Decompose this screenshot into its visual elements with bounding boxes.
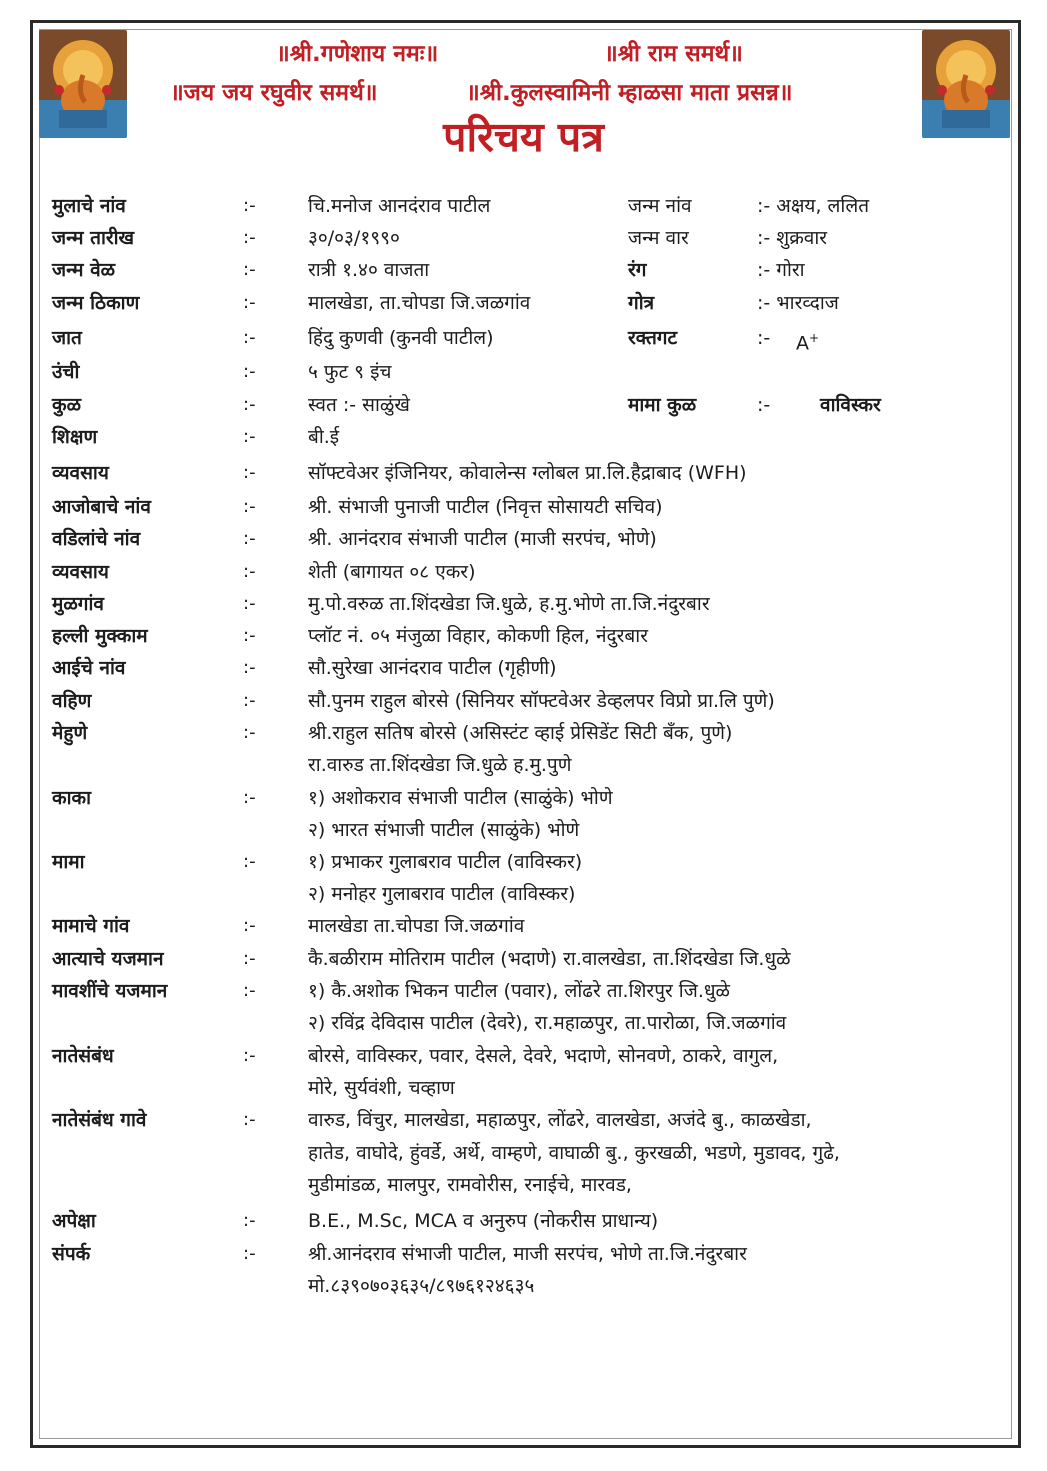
caste-label: जात [52,327,82,349]
birth-name-label: जन्म नांव [628,195,692,217]
occupation-value: सॉफ्टवेअर इंजिनियर, कोवालेन्स ग्लोबल प्रा.लि.हैद्राबाद (WFH) [308,462,747,484]
paternal-aunt-husband-value: कै.बळीराम मोतिराम पाटील (भदाणे) रा.वालखेडा, ता.शिंदखेडा जि.धुळे [308,948,791,970]
separator: :- [243,394,256,415]
separator: :- [243,462,256,483]
brother-in-law-label: मेहुणे [52,722,88,744]
separator: :- [243,1109,256,1130]
separator: :- [243,561,256,582]
separator: :- [243,227,256,248]
separator: :- [243,259,256,280]
blessing-ganesha: ॥श्री.गणेशाय नमः॥ [276,41,439,67]
relative-villages-line-3: मुडीमांडळ, मालपुर, रामवोरीस, रनाईचे, मारवड, [308,1174,632,1196]
contact-name: श्री.आनंदराव संभाजी पाटील, माजी सरपंच, भोणे ता.जि.नंदुरबार [308,1243,747,1265]
maternal-village-label: मामाचे गांव [52,915,130,937]
separator: :- [243,948,256,969]
birth-name-value: :- अक्षय, ललित [757,195,870,217]
paternal-aunt-husband-label: आत्याचे यजमान [52,948,164,970]
separator: :- [243,496,256,517]
birth-day-label: जन्म वार [628,227,689,249]
occupation-label: व्यवसाय [52,462,109,484]
height-label: उंची [52,361,80,383]
expectation-label: अपेक्षा [52,1210,96,1232]
native-place-label: मुळगांव [52,593,104,615]
blessing-raghuveer: ॥जय जय रघुवीर समर्थ॥ [170,80,378,106]
contact-phone: मो.८३९०७०३६३५/८९७६१२४६३५ [308,1275,535,1297]
grandfather-value: श्री. संभाजी पुनाजी पाटील (निवृत्त सोसायटी सचिव) [308,496,663,518]
separator: :- [243,593,256,614]
blessing-ram: ॥श्री राम समर्थ॥ [604,41,743,67]
expectation-value: B.E., M.Sc, MCA व अनुरुप (नोकरीस प्राधान्य) [308,1210,659,1232]
maternal-aunt-husbands-label: मावशींचे यजमान [52,980,168,1002]
kul-label: कुळ [52,394,82,416]
gotra-label: गोत्र [628,292,655,314]
maternal-uncle-1: १) प्रभाकर गुलाबराव पाटील (वाविस्कर) [308,851,583,873]
separator: :- [243,1243,256,1264]
education-value: बी.ई [308,426,340,448]
separator: :- [243,625,256,646]
blood-group-value [796,325,820,355]
separator: :- [243,787,256,808]
separator: :- [243,1210,256,1231]
uncle-1: १) अशोकराव संभाजी पाटील (साळुंके) भोणे [308,787,613,809]
mother-value: सौ.सुरेखा आनंदराव पाटील (गृहीणी) [308,657,557,679]
separator: :- [243,327,256,348]
birth-place-label: जन्म ठिकाण [52,292,140,314]
maternal-aunt-husband-2: २) रविंद्र देविदास पाटील (देवरे), रा.महाळपुर, ता.पारोळा, जि.जळगांव [308,1012,787,1034]
relative-villages-line-1: वारुड, विंचुर, मालखेडा, महाळपुर, लोंढरे, वालखेडा, अजंदे बु., काळखेडा, [308,1109,812,1131]
blood-group-separator: :- [757,327,771,349]
uncles-label: काका [52,787,92,809]
grandfather-label: आजोबाचे नांव [52,496,151,518]
education-label: शिक्षण [52,426,98,448]
birth-time-label: जन्म वेळ [52,259,116,281]
current-residence-label: हल्ली मुक्काम [52,625,148,647]
separator: :- [243,1045,256,1066]
mother-label: आईचे नांव [52,657,126,679]
blessing-kulswamini: ॥श्री.कुलस्वामिनी म्हाळसा माता प्रसन्न॥ [466,80,793,106]
relative-villages-line-2: हातेड, वाघोदे, हुंवर्डे, अर्थे, वाम्हणे, वाघाळी बु., कुरखळी, भडणे, मुडावद, गुढे, [308,1142,840,1164]
sister-label: वहिण [52,690,92,712]
father-label: वडिलांचे नांव [52,528,141,550]
separator: :- [243,690,256,711]
kul-value: स्वत :- साळुंखे [308,394,410,416]
separator: :- [243,915,256,936]
caste-value: हिंदु कुणवी (कुनवी पाटील) [308,327,494,349]
separator: :- [243,292,256,313]
mama-kul-separator: :- [757,394,771,416]
separator: :- [243,195,256,216]
separator: :- [243,426,256,447]
native-place-value: मु.पो.वरुळ ता.शिंदखेडा जि.धुळे, ह.मु.भोणे ता.जि.नंदुरबार [308,593,710,615]
separator: :- [243,722,256,743]
name-value: चि.मनोज आनदंराव पाटील [308,195,491,217]
blood-group-letter: A [796,332,809,355]
maternal-uncle-2: २) मनोहर गुलाबराव पाटील (वाविस्कर) [308,883,576,905]
contact-label: संपर्क [52,1243,91,1265]
relatives-label: नातेसंबंध [52,1045,114,1067]
mama-kul-value: वाविस्कर [820,394,881,416]
relative-villages-label: नातेसंबंध गावे [52,1109,147,1131]
maternal-aunt-husband-1: १) कै.अशोक भिकन पाटील (पवार), लोंढरे ता.शिरपुर जि.धुळे [308,980,730,1002]
complexion-value: :- गोरा [757,259,805,281]
dob-value: ३०/०३/१९९० [308,227,400,249]
father-occupation-label: व्यवसाय [52,561,109,583]
separator: :- [243,361,256,382]
dob-label: जन्म तारीख [52,227,135,249]
separator: :- [243,528,256,549]
separator: :- [243,657,256,678]
gotra-value: :- भारव्दाज [757,292,839,314]
mama-kul-label: मामा कुळ [628,394,697,416]
uncle-2: २) भारत संभाजी पाटील (साळुंके) भोणे [308,819,580,841]
birth-place-value: मालखेडा, ता.चोपडा जि.जळगांव [308,292,531,314]
blood-group-sign: + [809,331,820,345]
height-value: ५ फुट ९ इंच [308,361,392,383]
birth-time-value: रात्री १.४० वाजता [308,259,430,281]
complexion-label: रंग [628,259,647,281]
current-residence-value: प्लॉट नं. ०५ मंजुळा विहार, कोकणी हिल, नंदुरबार [308,625,648,647]
name-label: मुलाचे नांव [52,195,126,217]
sister-value: सौ.पुनम राहुल बोरसे (सिनियर सॉफ्टवेअर डेव्हलपर विप्रो प्रा.लि पुणे) [308,690,775,712]
separator: :- [243,851,256,872]
relatives-line-1: बोरसे, वाविस्कर, पवार, देसले, देवरे, भदाणे, सोनवणे, ठाकरे, वागुल, [308,1045,779,1067]
maternal-village-value: मालखेडा ता.चोपडा जि.जळगांव [308,915,525,937]
father-occupation-value: शेती (बागायत ०८ एकर) [308,561,476,583]
blood-group-label: रक्तगट [628,327,678,349]
birth-day-value: :- शुक्रवार [757,227,828,249]
maternal-uncles-label: मामा [52,851,85,873]
father-value: श्री. आनंदराव संभाजी पाटील (माजी सरपंच, भोणे) [308,528,657,550]
brother-in-law-value: श्री.राहुल सतिष बोरसे (असिस्टंट व्हाई प्रेसिडेंट सिटी बँक, पुणे) [308,722,733,744]
page-title: परिचय पत्र [443,113,604,161]
separator: :- [243,980,256,1001]
brother-in-law-address: रा.वारुड ता.शिंदखेडा जि.धुळे ह.मु.पुणे [308,754,572,776]
relatives-line-2: मोरे, सुर्यवंशी, चव्हाण [308,1077,455,1099]
